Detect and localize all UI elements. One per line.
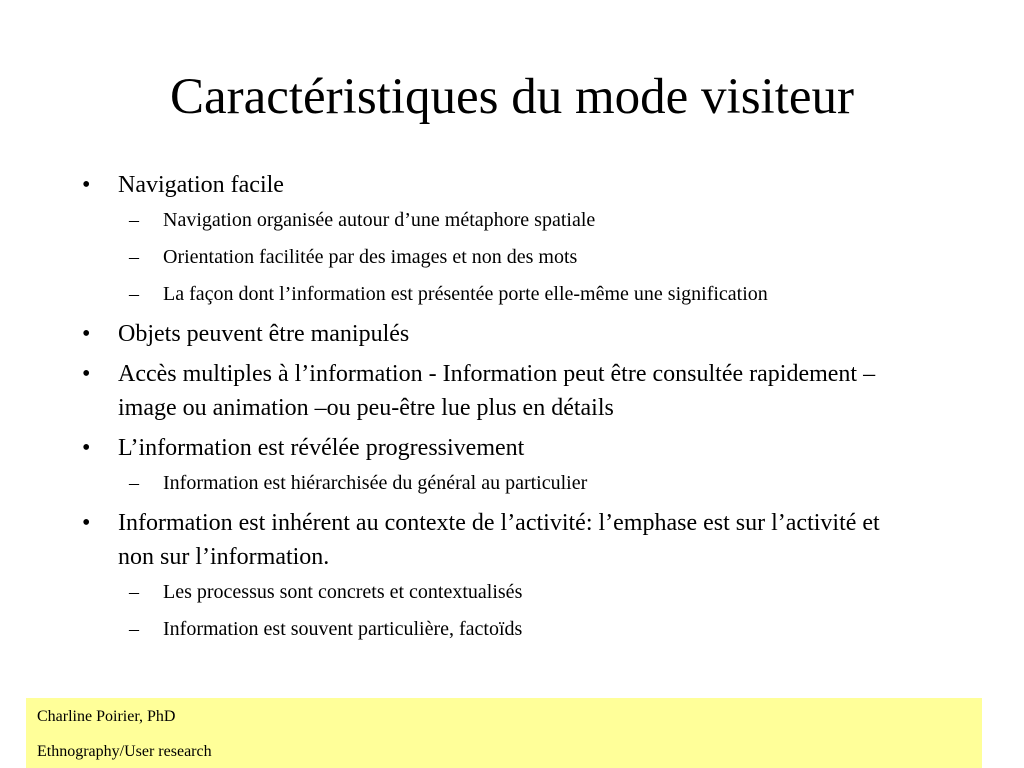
footer-subtitle: Ethnography/User research [37,743,212,760]
sub-marker: – [129,283,139,305]
sub-item-text: Information est souvent particulière, factoïds [163,618,523,640]
sub-marker: – [129,246,139,268]
bullet-list [80,168,910,652]
bullet-item [80,357,910,425]
sub-item [118,280,910,309]
sub-item [118,615,910,644]
bullet-marker: • [82,172,91,198]
sub-marker: – [129,472,139,494]
sub-list [118,469,910,498]
bullet-item [80,506,910,644]
bullet-text: Accès multiples à l’information - Information peut être consultée rapidement – image ou animation –ou peu-être lue plus en détails [118,361,876,421]
sub-item [118,469,910,498]
sub-marker: – [129,581,139,603]
bullet-text: Navigation facile [118,172,284,198]
sub-item-text: Information est hiérarchisée du général au particulier [163,472,588,494]
sub-marker: – [129,618,139,640]
bullet-marker: • [82,361,91,387]
bullet-text: Information est inhérent au contexte de l’activité: l’emphase est sur l’activité et non sur l’information. [118,510,880,570]
footer-author: Charline Poirier, PhD [37,708,176,725]
bullet-marker: • [82,510,91,536]
bullet-text: L’information est révélée progressivement [118,435,525,461]
sub-item [118,243,910,272]
sub-item-text: Les processus sont concrets et contextualisés [163,581,523,603]
sub-item-text: Navigation organisée autour d’une métaphore spatiale [163,209,596,231]
bullet-text: Objets peuvent être manipulés [118,321,410,347]
footer-box [26,698,982,768]
bullet-marker: • [82,321,91,347]
sub-marker: – [129,209,139,231]
sub-item [118,206,910,235]
sub-item-text: Orientation facilitée par des images et non des mots [163,246,578,268]
bullet-item [80,168,910,309]
bullet-item [80,431,910,498]
bullet-marker: • [82,435,91,461]
sub-item [118,578,910,607]
sub-list [118,206,910,309]
slide-title: Caractéristiques du mode visiteur [169,69,855,125]
sub-list [118,578,910,644]
bullet-item [80,317,910,351]
sub-item-text: La façon dont l’information est présentée porte elle-même une signification [163,283,768,305]
